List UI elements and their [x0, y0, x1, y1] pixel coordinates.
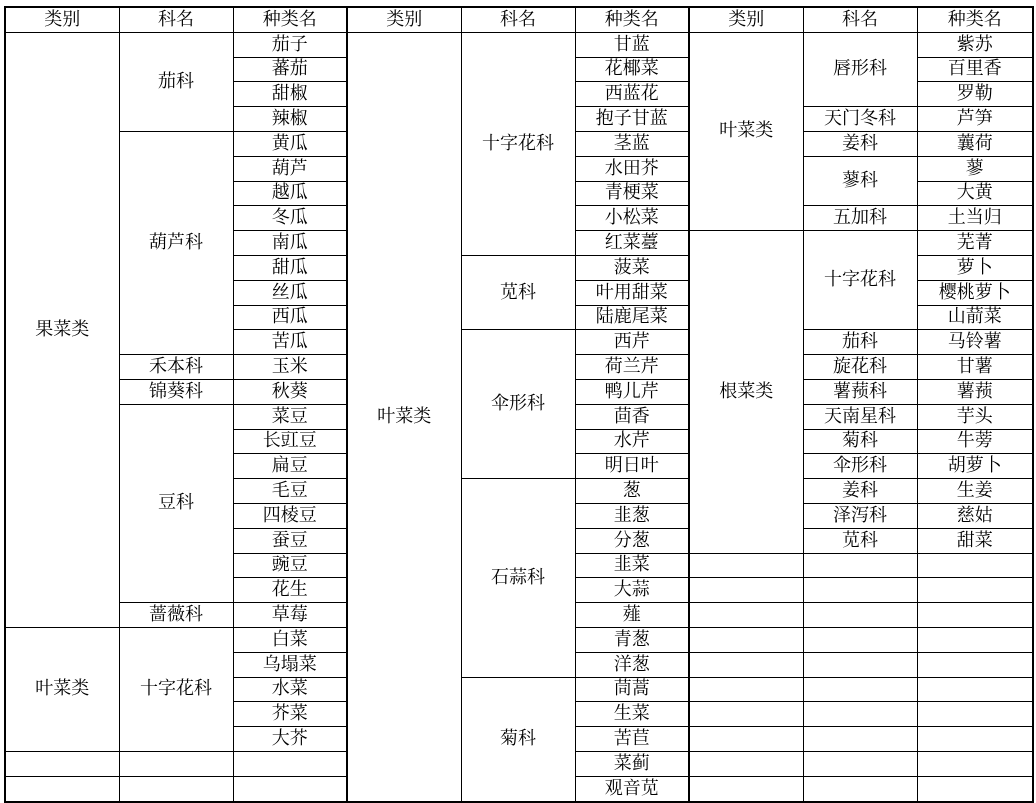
species-cell: 西芹 [575, 330, 689, 355]
col3-family-header: 科名 [803, 7, 917, 32]
species-cell: 水菜 [233, 677, 347, 702]
empty-family-cell [803, 751, 917, 776]
family-cell: 菊科 [803, 429, 917, 454]
species-cell: 土当归 [917, 206, 1033, 231]
col3-category-header: 类别 [689, 7, 803, 32]
family-cell: 天门冬科 [803, 107, 917, 132]
species-cell: 芋头 [917, 404, 1033, 429]
species-cell: 花椰菜 [575, 57, 689, 82]
category-cell: 叶菜类 [689, 32, 803, 230]
species-cell: 薤 [575, 603, 689, 628]
species-cell: 西瓜 [233, 305, 347, 330]
family-cell: 蔷薇科 [119, 603, 233, 628]
family-cell: 姜科 [803, 131, 917, 156]
species-cell: 大黄 [917, 181, 1033, 206]
family-cell: 茄科 [119, 32, 233, 131]
species-cell: 丝瓜 [233, 280, 347, 305]
species-cell: 四棱豆 [233, 503, 347, 528]
family-cell: 茄科 [803, 330, 917, 355]
species-cell: 茎蓝 [575, 131, 689, 156]
species-cell: 洋葱 [575, 652, 689, 677]
species-cell: 大芥 [233, 727, 347, 752]
empty-species-cell [917, 553, 1033, 578]
empty-family-cell [119, 751, 233, 776]
species-cell: 萝卜 [917, 255, 1033, 280]
empty-family-cell [803, 627, 917, 652]
species-cell: 秋葵 [233, 379, 347, 404]
species-cell: 青葱 [575, 627, 689, 652]
category-cell: 根菜类 [689, 231, 803, 553]
species-cell: 葫芦 [233, 156, 347, 181]
family-cell: 十字花科 [461, 32, 575, 255]
species-cell: 越瓜 [233, 181, 347, 206]
family-cell: 蓼科 [803, 156, 917, 206]
species-cell: 水芹 [575, 429, 689, 454]
empty-family-cell [803, 702, 917, 727]
empty-family-cell [803, 603, 917, 628]
family-cell: 薯蓣科 [803, 379, 917, 404]
family-cell: 姜科 [803, 479, 917, 504]
species-cell: 小松菜 [575, 206, 689, 231]
species-cell: 苦苣 [575, 727, 689, 752]
family-cell: 十字花科 [803, 231, 917, 330]
empty-category-cell [689, 677, 803, 702]
species-cell: 蚕豆 [233, 528, 347, 553]
species-cell: 花生 [233, 578, 347, 603]
species-cell: 马铃薯 [917, 330, 1033, 355]
species-cell: 樱桃萝卜 [917, 280, 1033, 305]
species-cell: 罗勒 [917, 82, 1033, 107]
species-cell: 慈姑 [917, 503, 1033, 528]
empty-category-cell [5, 776, 119, 801]
species-cell: 韭菜 [575, 553, 689, 578]
species-cell: 苦瓜 [233, 330, 347, 355]
species-cell: 水田芥 [575, 156, 689, 181]
species-cell: 生姜 [917, 479, 1033, 504]
empty-category-cell [689, 727, 803, 752]
species-cell: 葱 [575, 479, 689, 504]
species-cell: 荷兰芹 [575, 355, 689, 380]
species-cell: 蘘荷 [917, 131, 1033, 156]
species-cell: 蕃茄 [233, 57, 347, 82]
species-cell: 菜蓟 [575, 751, 689, 776]
empty-category-cell [5, 751, 119, 776]
col1-species-header: 种类名 [233, 7, 347, 32]
family-cell: 五加科 [803, 206, 917, 231]
empty-family-cell [803, 553, 917, 578]
empty-category-cell [689, 751, 803, 776]
col3-species-header: 种类名 [917, 7, 1033, 32]
empty-species-cell [917, 603, 1033, 628]
species-cell: 菜豆 [233, 404, 347, 429]
family-cell: 唇形科 [803, 32, 917, 106]
empty-family-cell [803, 677, 917, 702]
species-cell: 茄子 [233, 32, 347, 57]
species-cell: 毛豆 [233, 479, 347, 504]
species-cell: 扁豆 [233, 454, 347, 479]
species-cell: 山葥菜 [917, 305, 1033, 330]
empty-category-cell [689, 627, 803, 652]
species-cell: 茴香 [575, 404, 689, 429]
species-cell: 芥菜 [233, 702, 347, 727]
species-cell: 明日叶 [575, 454, 689, 479]
empty-species-cell [233, 751, 347, 776]
empty-species-cell [917, 578, 1033, 603]
table-row [5, 32, 1033, 57]
species-cell: 紫苏 [917, 32, 1033, 57]
category-cell: 果菜类 [5, 32, 119, 627]
family-cell: 天南星科 [803, 404, 917, 429]
species-cell: 韭葱 [575, 503, 689, 528]
family-cell: 葫芦科 [119, 131, 233, 354]
family-cell: 菊科 [461, 677, 575, 801]
empty-family-cell [803, 578, 917, 603]
empty-category-cell [689, 776, 803, 801]
species-cell: 冬瓜 [233, 206, 347, 231]
family-cell: 十字花科 [119, 627, 233, 751]
family-cell: 锦葵科 [119, 379, 233, 404]
species-cell: 分葱 [575, 528, 689, 553]
empty-species-cell [917, 652, 1033, 677]
empty-category-cell [689, 702, 803, 727]
species-cell: 长豇豆 [233, 429, 347, 454]
species-cell: 牛蒡 [917, 429, 1033, 454]
species-cell: 芦笋 [917, 107, 1033, 132]
family-cell: 苋科 [461, 255, 575, 329]
species-cell: 抱子甘蓝 [575, 107, 689, 132]
species-cell: 红菜薹 [575, 231, 689, 256]
empty-species-cell [917, 727, 1033, 752]
empty-species-cell [917, 776, 1033, 801]
family-cell: 泽泻科 [803, 503, 917, 528]
vegetable-classification-table-container [4, 6, 1032, 798]
empty-category-cell [689, 652, 803, 677]
empty-species-cell [917, 751, 1033, 776]
col1-family-header: 科名 [119, 7, 233, 32]
empty-category-cell [689, 603, 803, 628]
species-cell: 鸭儿芹 [575, 379, 689, 404]
empty-family-cell [803, 727, 917, 752]
empty-species-cell [917, 677, 1033, 702]
col1-category-header: 类别 [5, 7, 119, 32]
family-cell: 旋花科 [803, 355, 917, 380]
empty-species-cell [233, 776, 347, 801]
family-cell: 伞形科 [803, 454, 917, 479]
species-cell: 黄瓜 [233, 131, 347, 156]
family-cell: 苋科 [803, 528, 917, 553]
species-cell: 南瓜 [233, 231, 347, 256]
species-cell: 白菜 [233, 627, 347, 652]
col2-category-header: 类别 [347, 7, 461, 32]
species-cell: 甜菜 [917, 528, 1033, 553]
empty-family-cell [803, 776, 917, 801]
species-cell: 薯蓣 [917, 379, 1033, 404]
empty-species-cell [917, 702, 1033, 727]
species-cell: 菠菜 [575, 255, 689, 280]
family-cell: 石蒜科 [461, 479, 575, 677]
category-cell: 叶菜类 [5, 627, 119, 751]
family-cell: 禾本科 [119, 355, 233, 380]
species-cell: 胡萝卜 [917, 454, 1033, 479]
species-cell: 陆鹿尾菜 [575, 305, 689, 330]
species-cell: 甜椒 [233, 82, 347, 107]
empty-category-cell [689, 578, 803, 603]
species-cell: 辣椒 [233, 107, 347, 132]
species-cell: 茼蒿 [575, 677, 689, 702]
empty-species-cell [917, 627, 1033, 652]
species-cell: 甘薯 [917, 355, 1033, 380]
species-cell: 甜瓜 [233, 255, 347, 280]
species-cell: 叶用甜菜 [575, 280, 689, 305]
col2-family-header: 科名 [461, 7, 575, 32]
species-cell: 玉米 [233, 355, 347, 380]
species-cell: 西蓝花 [575, 82, 689, 107]
species-cell: 百里香 [917, 57, 1033, 82]
family-cell: 豆科 [119, 404, 233, 602]
species-cell: 生菜 [575, 702, 689, 727]
species-cell: 大蒜 [575, 578, 689, 603]
species-cell: 豌豆 [233, 553, 347, 578]
species-cell: 青梗菜 [575, 181, 689, 206]
category-cell: 叶菜类 [347, 32, 461, 801]
species-cell: 观音苋 [575, 776, 689, 801]
empty-family-cell [119, 776, 233, 801]
species-cell: 甘蓝 [575, 32, 689, 57]
header-row [5, 7, 1033, 32]
vegetable-classification-table [4, 6, 1034, 803]
species-cell: 草莓 [233, 603, 347, 628]
empty-category-cell [689, 553, 803, 578]
species-cell: 芜菁 [917, 231, 1033, 256]
empty-family-cell [803, 652, 917, 677]
col2-species-header: 种类名 [575, 7, 689, 32]
species-cell: 乌塌菜 [233, 652, 347, 677]
family-cell: 伞形科 [461, 330, 575, 479]
species-cell: 蓼 [917, 156, 1033, 181]
